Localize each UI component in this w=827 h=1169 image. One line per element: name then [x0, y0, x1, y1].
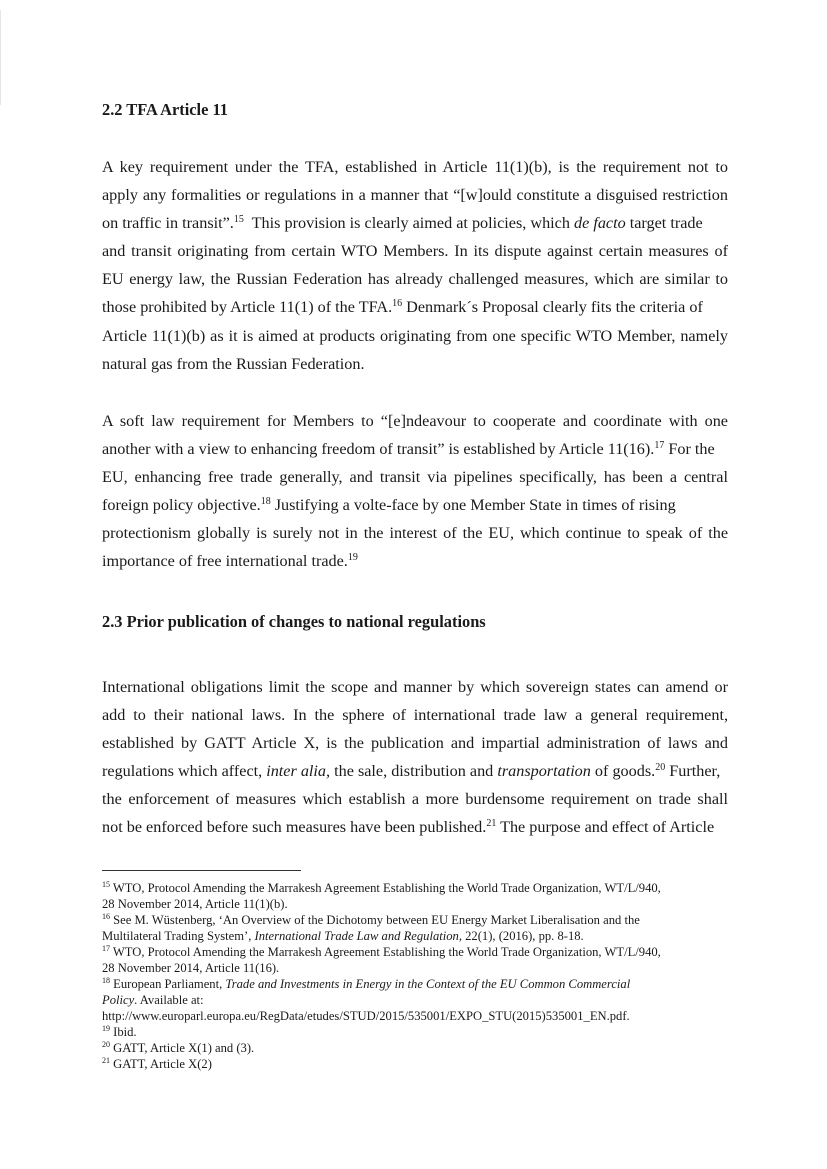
text-run: not be enforced before such measures have been published. — [102, 818, 487, 836]
footnote-15 — [102, 880, 732, 896]
text-line: and transit originating from certain WTO Members. In its dispute against certain measures of — [102, 242, 728, 260]
footnote-number: 17 — [102, 944, 110, 953]
text-line — [102, 495, 728, 515]
text-run: regulations which affect, — [102, 762, 267, 780]
footnote-text: See M. Wüstenberg, ‘An Overview of the Dichotomy between EU Energy Market Liberalisation and the — [110, 913, 640, 927]
text-run: on traffic in transit”. — [102, 214, 234, 232]
footnote-number: 19 — [102, 1024, 110, 1033]
footnote-text: European Parliament, — [110, 977, 226, 991]
footnote-text: Ibid. — [110, 1025, 137, 1039]
text-line: A soft law requirement for Members to “[e]ndeavour to cooperate and coordinate with one — [102, 412, 728, 430]
footnote-text: . Available at: — [134, 993, 204, 1007]
italic-term: transportation — [497, 762, 591, 780]
footnote-ref-17[interactable]: 17 — [654, 440, 665, 451]
footnote-text: WTO, Protocol Amending the Marrakesh Agreement Establishing the World Trade Organization, WT/L/940, — [110, 945, 661, 959]
footnote-text: GATT, Article X(1) and (3). — [110, 1041, 255, 1055]
text-line: the enforcement of measures which establish a more burdensome requirement on trade shall — [102, 790, 728, 808]
report-title: Trade and Investments in Energy in the Context of the EU Common Commercial — [225, 977, 631, 991]
text-run: the sale, distribution and — [330, 762, 498, 780]
text-run: This provision is clearly aimed at policies, which — [243, 214, 570, 232]
text-run: those prohibited by Article 11(1) of the TFA. — [102, 298, 393, 316]
text-line: apply any formalities or regulations in a manner that “[w]ould constitute a disguised restriction — [102, 186, 728, 204]
footnote-18 — [102, 976, 732, 992]
text-line: EU, enhancing free trade generally, and transit via pipelines specifically, has been a central — [102, 468, 728, 486]
text-line: natural gas from the Russian Federation. — [102, 355, 365, 373]
text-run: Further, — [665, 762, 721, 780]
text-line: International obligations limit the scope and manner by which sovereign states can amend or — [102, 678, 728, 696]
text-line — [102, 817, 728, 837]
text-run: For the — [664, 440, 715, 458]
italic-term: inter alia, — [266, 762, 331, 780]
footnote-text: GATT, Article X(2) — [110, 1057, 212, 1071]
report-title: Policy — [102, 993, 135, 1007]
text-line — [102, 761, 728, 781]
text-run: importance of free international trade. — [102, 552, 348, 570]
footnote-number: 20 — [102, 1040, 110, 1049]
footnote-url-link[interactable]: http://www.europarl.europa.eu/RegData/etudes/STUD/2015/535001/EXPO_STU(2015)535001_EN.pdf. — [102, 1009, 630, 1023]
journal-title: International Trade Law and Regulation, — [254, 929, 462, 943]
text-run: another with a view to enhancing freedom of transit” is established by Article 11(16). — [102, 440, 655, 458]
italic-term: de facto — [574, 214, 626, 232]
text-run: The purpose and effect of Article — [496, 818, 715, 836]
footnote-21 — [102, 1056, 732, 1072]
text-run: Justifying a volte-face by one Member State in times of rising — [270, 496, 676, 514]
text-run: Denmark´s Proposal clearly fits the criteria of — [402, 298, 703, 316]
footnote-ref-20[interactable]: 20 — [655, 762, 666, 773]
footnote-20 — [102, 1040, 732, 1056]
text-line — [102, 297, 728, 317]
footnote-number: 16 — [102, 912, 110, 921]
text-line — [102, 551, 728, 571]
footnote-text: WTO, Protocol Amending the Marrakesh Agreement Establishing the World Trade Organization, WT/L/940, — [110, 881, 661, 895]
footnote-ref-18[interactable]: 18 — [260, 496, 271, 507]
text-run: target trade — [629, 214, 703, 232]
footnote-number: 21 — [102, 1056, 110, 1065]
footnote-ref-21[interactable]: 21 — [486, 818, 497, 829]
text-line — [102, 213, 728, 233]
section-heading-tfa-article-11: 2.2 TFA Article 11 — [102, 100, 228, 119]
footnote-text-line — [102, 928, 732, 944]
text-line: protectionism globally is surely not in the interest of the EU, which continue to speak of the — [102, 524, 728, 542]
footnote-text: 22(1), (2016), pp. 8-18. — [461, 929, 584, 943]
text-line: A key requirement under the TFA, established in Article 11(1)(b), is the requirement not to — [102, 158, 728, 176]
footnote-ref-19[interactable]: 19 — [347, 552, 358, 563]
footnote-text-line — [102, 992, 732, 1008]
text-line: EU energy law, the Russian Federation has already challenged measures, which are similar to — [102, 270, 728, 288]
footnote-17 — [102, 944, 732, 960]
text-line: established by GATT Article X, is the publication and impartial administration of laws and — [102, 734, 728, 752]
footnote-text-line: 28 November 2014, Article 11(1)(b). — [102, 897, 288, 911]
text-run: foreign policy objective. — [102, 496, 261, 514]
footnote-16 — [102, 912, 732, 928]
footnote-text: Multilateral Trading System’, — [102, 929, 255, 943]
scan-edge-mark — [0, 10, 1, 105]
text-line — [102, 439, 728, 459]
text-line: Article 11(1)(b) as it is aimed at products originating from one specific WTO Member, namely — [102, 327, 728, 345]
text-line: add to their national laws. In the sphere of international trade law a general requirement, — [102, 706, 728, 724]
footnote-divider — [102, 870, 301, 871]
footnote-number: 18 — [102, 976, 110, 985]
footnote-19 — [102, 1024, 732, 1040]
footnote-ref-16[interactable]: 16 — [392, 298, 403, 309]
footnote-text-line: 28 November 2014, Article 11(16). — [102, 961, 280, 975]
section-heading-prior-publication: 2.3 Prior publication of changes to national regulations — [102, 612, 486, 631]
footnote-ref-15[interactable]: 15 — [233, 214, 244, 225]
text-run: of goods. — [590, 762, 656, 780]
footnote-number: 15 — [102, 880, 110, 889]
